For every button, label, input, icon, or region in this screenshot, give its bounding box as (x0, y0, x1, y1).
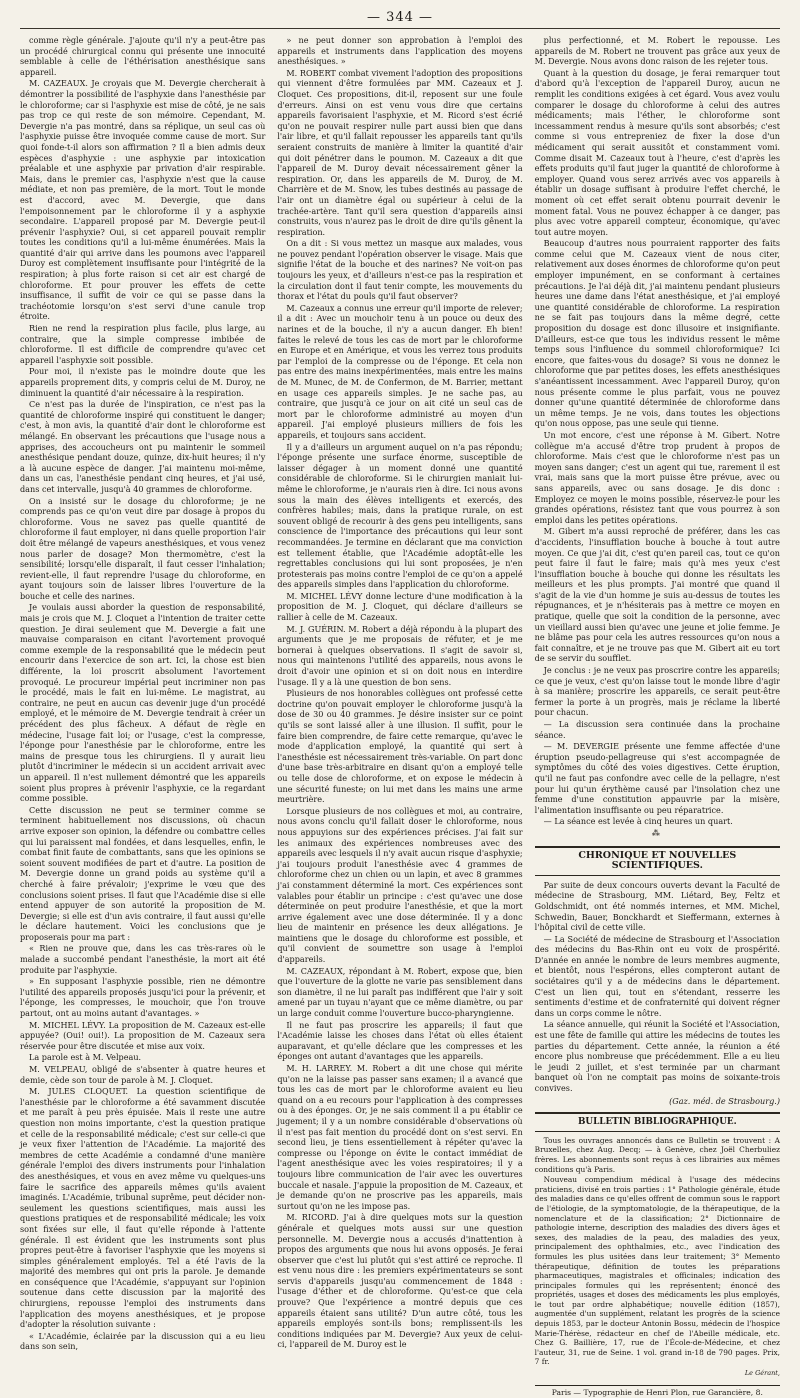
chronique-paragraph: La séance annuelle, qui réunit la Société et l'Association, est une fête de famille qui attire les médecins de toutes les parties du département. Cette année, la réunion a été encore plus nombreuse que précédemment. Elle a eu lieu le jeudi 2 juillet, et s'est terminée par un charmant banquet où l'on ne comptait pas moins de soixante-trois convives. (534, 1019, 780, 1093)
paragraph: — La séance est levée à cinq heures un quart. (543, 816, 733, 827)
chronique-paragraph: — La Société de médecine de Strasbourg et l'Association des médecins du Bas-Rhin ont eu voix de prospérité. D'année en année le nombre de leurs membres augmente, et bientôt, nous l'espérons, elles compteront autant de sociétaires qu'il y a de médecins dans le département. C'est un lien qui, tout en s'étendant, resserre les sentiments d'estime et de confraternité qui doivent régner dans un corps comme le nôtre. (534, 933, 780, 1018)
paragraph: Quant à la question du dosage, je ferai remarquer tout d'abord qu'à l'exception de l'appareil Duroy, aucun ne remplit les conditions exigées à cet égard. Vous avez voulu comparer le dosage du chloroforme à celui des autres médicaments; mais l'éther, le chloroforme sont incessamment rendus à mesure qu'ils sont absorbés; c'est comme si vous entrepreniez de fixer la dose d'un médicament qui serait aussitôt et constamment vomi. Comme disait M. Cazeaux tout à l'heure, c'est d'après les effets produits qu'il faut juger la quantité de chloroforme à employer. Quand vous serez arrivés avec vos appareils à établir un dosage suffisant à produire l'effet cherché, le moment où cet effet serait obtenu pourrait devenir le moment fatal. Vous ne pouvez échapper à ce danger, pas plus avec votre appareil compteur, économique, qu'avec tout autre moyen. (534, 67, 780, 237)
chronique-signature: (Gaz. méd. de Strasbourg.) (669, 1095, 780, 1106)
paragraph: La parole est à M. Velpeau. (29, 1052, 142, 1063)
paragraph: Ce n'est pas la durée de l'inspiration, ce n'est pas la quantité de chloroforme inspiré qui constituent le danger; c'est, à mon avis, la quantité d'air dont le chloroforme est mélangé. En observant les précautions que l'usage nous a apprises, des accoucheurs ont pu maintenir le sommeil anesthésique pendant douze, quinze, dix-huit heures; il n'y a là aucune espèce de danger. J'ai maintenu moi-même, dans un cas, l'anesthésie pendant cinq heures, et j'ai usé, dans cet intervalle, jusqu'à 40 grammes de chloroforme. (20, 399, 266, 494)
text-columns (20, 35, 780, 1397)
paragraph: Beaucoup d'autres nous pourraient rapporter des faits comme celui que M. Cazeaux vient de nous citer, relativement aux doses énormes de chloroforme qu'on peut employer impunément, en se conformant à certaines précautions. Je l'ai déjà dit, j'ai maintenu pendant plusieurs heures une dame dans l'état anesthésique, et j'ai employé une quantité considérable de chloroforme. La respiration ne se fait pas toujours dans la même degré, cette proposition du dosage est donc illusoire et insignifiante. D'ailleurs, est-ce que tous les individus ressent le même temps sous l'influence du sommeil chloroformique? Ici encore, que faites-vous du dosage? Si vous ne donnez le chloroforme que par petites doses, les effets anesthésiques s'anéantissent incessamment. Avec l'appareil Duroy, qu'on nous présente comme le plus parfait, vous ne pouvez donner qu'une quantité déterminée de chloroforme dans un même temps. Je ne vois, dans toutes les objections qu'on nous oppose, pas une seule qui tienne. (534, 238, 780, 429)
paragraph: M. JULES CLOQUET. La question scientifique de l'anesthésie par le chloroforme a été savamment discutée et me paraît à peu près épuisée. Mais il reste une autre question non moins importante, c'est la question pratique et celle de la responsabilité médicale; c'est sur celle-ci que je veux fixer l'attention de l'Académie. La majorité des membres de cette Académie a condamné d'une manière générale l'emploi des divers instruments pour l'inhalation des anesthésiques, et vous en avez même vu quelques-uns faire le sacrifice des appareils mêmes qu'ils avaient imaginés. L'Académie, tribunal suprême, peut décider non-seulement les questions scientifiques, mais aussi les questions pratiques et de responsabilité médicale; les voix sont fixées sur elle, il faut qu'elle réponde à l'attente générale. Il est évident que les instruments sont plus propres peut-être à favoriser l'asphyxie que les moyens si simples généralement employés. Tel a été l'avis de la majorité des membres qui ont pris la parole. Je demande en conséquence que l'Académie, s'appuyant sur l'opinion soutenue dans cette discussion par la majorité des chirurgiens, repousse l'emploi des instruments dans l'application des moyens anesthésiques, et je propose d'adopter la résolution suivante : (20, 1086, 266, 1330)
paragraph: Il y a d'ailleurs un argument auquel on n'a pas répondu; l'éponge présente une surface énorme, susceptible de laisser dégager à un moment donné une quantité considérable de chloroforme. Si le chirurgien maniait lui-même le chloroforme, je n'aurais rien à dire. Ici nous avons sous la main des élèves intelligents et exercés, des confrères habiles; mais, dans la pratique rurale, on est souvent obligé de recourir à des gens peu intelligents, sans conscience de l'importance des précautions qui leur sont recommandées. Je termine en déclarant que ma conviction est tellement établie, que l'Académie adoptât-elle les regrettables conclusions qui lui sont proposées, je n'en protesterais pas moins contre l'emploi de ce qu'on a appelé des appareils simples dans l'application du chloroforme. (277, 441, 523, 590)
paragraph: M. VELPEAU, obligé de s'absenter à quatre heures et demie, cède son tour de parole à M. J. Cloquet. (20, 1064, 266, 1085)
paragraph: Je conclus : je ne veux pas proscrire contre les appareils; ce que je veux, c'est qu'on laisse tout le monde libre d'agir à sa manière; proscrire les appareils, ce serait peut-être fermer la porte à un progrès, mais je réclame la liberté pour chacun. (534, 665, 780, 718)
header-rule (20, 28, 780, 29)
bulletin-paragraph: Tous les ouvrages annoncés dans ce Bulletin se trouvent : A Bruxelles, chez Aug. Decq; — à Genève, chez Joël Cherbuliez frères. Les abonnements sont reçus à ces librairies aux mêmes conditions qu'à Paris. (534, 1135, 780, 1174)
paragraph: On a insisté sur le dosage du chloroforme; je ne comprends pas ce qu'on veut dire par dosage à propos du chloroforme. Vous ne savez pas quelle quantité de chloroforme il faut employer, ni dans quelle proportion l'air doit être mélangé de vapeurs anesthésiques, et vous venez nous parler de dosage? Mon thermomètre, c'est la sensibilité; lorsqu'elle disparaît, il faut cesser l'inhalation; revient-elle, il faut reprendre l'usage du chloroforme, en ayant toujours soin de laisser libres l'ouverture de la bouche et celle des narines. (20, 495, 266, 601)
paragraph: M. J. GUÉRIN. M. Robert a déjà répondu à la plupart des arguments que je me proposais de réfuter, et je me bornerai à quelques observations. Il s'agit de savoir si, nous qui maintenons l'utilité des appareils, nous avons le droit d'avoir une opinion et si on doit nous en interdire l'usage. Il y a là une question de bon sens. (277, 623, 523, 687)
paragraph: comme règle générale. J'ajoute qu'il n'y a peut-être pas un procédé chirurgical connu qui présente une innocuité semblable à celle de l'éthérisation anesthésique sans appareil. (20, 35, 266, 77)
paragraph: M. CAZEAUX, répondant à M. Robert, expose que, bien que l'ouverture de la glotte ne varie pas sensiblement dans son diamètre, il ne lui paraît pas indifférent que l'air y soit amené par un tuyau n'ayant que ce même diamètre, ou par un large conduit comme l'ouverture bucco-pharyngienne. (277, 965, 523, 1019)
paragraph: M. MICHEL LÉVY donne lecture d'une modification à la proposition de M. J. Cloquet, qui déclare d'ailleurs se rallier à celle de M. Cazeaux. (277, 590, 523, 623)
column-3 (534, 35, 780, 1397)
column-1 (20, 35, 266, 1352)
printer-imprint: Paris — Typographie de Henri Plon, rue Garancière, 8. (551, 1387, 763, 1397)
paragraph: plus perfectionné, et M. Robert le repousse. Les appareils de M. Robert ne trouvent pas grâce aux yeux de M. Devergie. Nous avons donc raison de les rejeter tous. (534, 35, 780, 67)
column-2 (277, 35, 523, 1350)
paragraph: Lorsque plusieurs de nos collègues et moi, au contraire, nous avons conclu qu'il fallait doser le chloroforme, nous nous appuyions sur des expériences précises. J'ai fait sur les animaux des expériences nombreuses avec des appareils avec lesquels il n'y avait aucun risque d'asphyxie; j'ai toujours produit l'anesthésie avec 4 grammes de chloroforme chez un chien ou un lapin, et avec 8 grammes j'ai constamment déterminé la mort. Ces expériences sont valables pour établir un principe : c'est qu'avec une dose déterminée on peut produire l'anesthésie, et que la mort arrive également avec une dose déterminée. Il y a donc lieu de maintenir en présence les deux allégations. Je maintiens que le dosage du chloroforme est possible, et qu'il convient de soumettre son usage à l'emploi d'appareils. (277, 805, 523, 965)
bulletin-title: BULLETIN BIBLIOGRAPHIQUE. (535, 1112, 780, 1132)
chronique-title: CHRONIQUE ET NOUVELLES SCIENTIFIQUES. (535, 846, 780, 876)
paragraph: Un mot encore, c'est une réponse à M. Gibert. Notre collègue m'a accusé d'être trop prudent à propos de chloroforme. Mais c'est que le chloroforme n'est pas un moyen sans danger; c'est un agent qui tue, rarement il est vrai, mais sans que la mort puisse être prévue, avec ou sans appareils, avec ou sans dosage. Je dis donc : Employez ce moyen le moins possible, réservez-le pour les grandes opérations, résistez tant que vous pourrez à son emploi dans les petites opérations. (534, 429, 780, 525)
paragraph: Rien ne rend la respiration plus facile, plus large, au contraire, que la simple compresse imbibée de chloroforme. Il est difficile de comprendre qu'avec cet appareil l'asphyxie soit possible. (20, 323, 266, 365)
paragraph: Cette discussion ne peut se terminer comme se terminent habituellement nos discussions, où chacun arrive exposer son opinion, la défendre ou combattre celles qui lui paraissent mal fondées, et dans lesquelles, enfin, le combat finit faute de combattants, sans que les opinions se soient souvent modifiées de part et d'autre. La position de M. Devergie donne un grand poids au système qu'il a cherché à faire prévaloir; j'exprime le vœu que des conclusions soient prises. Il faut que l'Académie dise si elle entend appuyer de son autorité la proposition de M. Devergie; si elle est d'un avis contraire, il faut aussi qu'elle le déclare hautement. Voici les conclusions que je proposerais pour ma part : (20, 804, 266, 942)
column-3-body (535, 35, 780, 827)
chronique-body (535, 880, 780, 1094)
paragraph: Je voulais aussi aborder la question de responsabilité, mais je crois que M. J. Cloquet a l'intention de traiter cette question. Je dirai seulement que M. Devergie a fait une mauvaise comparaison en citant l'avortement provoqué comme exemple de la responsabilité que le médecin peut encourir dans l'exercice de son art. Ici, la chose est bien différente, la loi proscrit absolument l'avortement provoqué. Le procureur impérial peut incriminer non pas le procédé, mais le fait en lui-même. Le magistrat, au contraire, ne peut en aucun cas devenir juge d'un procédé employé, et le mémoire de M. Devergie tendrait à créer un précédent des plus fâcheux. A défaut de règle en médecine, l'usage fait loi; or l'usage, c'est la compresse, l'éponge pour l'anesthésie par le chloroforme, entre les mains de presque tous les chirurgiens. Il y aurait lieu plutôt d'incriminer le médecin si un accident arrivait avec un appareil. Il n'est nullement démontré que les appareils soient plus propres à prévenir l'asphyxie, ce la regardant comme possible. (20, 602, 266, 804)
paragraph: — La discussion sera continuée dans la prochaine séance. (534, 719, 780, 740)
paragraph: « Rien ne prouve que, dans les cas très-rares où le malade a succombé pendant l'anesthésie, la mort ait été produite par l'asphyxie. (20, 943, 266, 975)
paragraph: M. H. LARREY. M. Robert a dit une chose qui mérite qu'on ne la laisse pas passer sans examen; il a avancé que tous les cas de mort par le chloroforme avaient eu lieu quand on a eu recours pour l'application à des compresses ou à des éponges. Or, je ne sais comment il a pu établir ce jugement; il y a un nombre considérable d'observations où il n'est pas fait mention du procédé dont on s'est servi. En second lieu, je tiens essentiellement à répéter qu'avec la compresse ou l'éponge on évite le contact immédiat de l'agent anesthésique avec les voies respiratoires; il y a toujours libre communication de l'air avec les ouvertures buccale et nasale. J'appuie la proposition de M. Cazeaux, et je demande qu'on ne proscrive pas les appareils, mais surtout qu'on ne les impose pas. (277, 1063, 523, 1211)
bulletin-body (535, 1136, 780, 1367)
footer-rule (535, 1385, 780, 1386)
paragraph: M. ROBERT combat vivement l'adoption des propositions qui viennent d'être formulées par MM. Cazeaux et J. Cloquet. Ces propositions, dit-il, reposent sur une foule d'erreurs. Ainsi on est venu vous dire que certains appareils favorisaient l'asphyxie, et M. Ricord s'est écrié qu'on ne pouvait respirer nulle part aussi bien que dans l'air libre, et qu'il fallait repousser les appareils tant qu'ils seraient construits de manière à limiter la quantité d'air qui doit pénétrer dans le poumon. M. Cazeaux a dit que l'appareil de M. Duroy devait nécessairement gêner la respiration. Or, dans les appareils de M. Duroy, de M. Charrière et de M. Snow, les tubes destinés au passage de l'air ont un diamètre égal ou supérieur à celui de la trachée-artère. Tant qu'il sera question d'appareils ainsi construits, vous n'aurez pas le droit de dire qu'ils gênent la respiration. (277, 67, 523, 237)
paragraph: M. RICORD. J'ai à dire quelques mots sur la question générale et quelques mots aussi sur une question personnelle. M. Devergie nous a accusés d'inattention à propos des arguments que nous lui avons opposés. Je ferai observer que c'est lui plutôt qui s'est attiré ce reproche. Il est venu nous dire : les premiers expérimentateurs se sont servis d'appareils jusqu'au commencement de 1848 : l'usage d'éther et de chloroforme. Qu'est-ce que cela prouve? Que l'expérience a montré depuis que ces appareils étaient sans utilité? D'un autre côté, tous les appareils employés sont-ils bons; remplissent-ils les conditions indiquées par M. Devergie? Aux yeux de celui-ci, l'appareil de M. Duroy est le (277, 1212, 523, 1350)
page-number: — 344 — (366, 10, 434, 25)
separator-ornament: ⁂ (651, 828, 663, 838)
paragraph: » ne peut donner son approbation à l'emploi des appareils et instruments dans l'application des moyens anesthésiques. » (277, 35, 523, 67)
paragraph: M. CAZEAUX. Je croyais que M. Devergie chercherait à démontrer la possibilité de l'asphyxie dans l'anesthésie par le chloroforme; car si l'asphyxie est mise de côté, je ne sais pas trop ce qui reste de son mémoire. Cependant, M. Devergie n'a pas montré, dans sa réplique, un seul cas où l'asphyxie puisse être invoquée comme cause de mort. Sur quoi fonde-t-il alors son affirmation ? Il a bien admis deux espèces d'asphyxie : une asphyxie par intoxication préalable et une asphyxie par privation d'air respirable. Mais, dans le premier cas, l'asphyxie n'est que la cause médiate, et non pas première, de la mort. Tout le monde est d'accord, avec M. Devergie, que dans l'empoisonnement par le chloroforme il y a asphyxie secondaire. L'appareil proposé par M. Devergie peut-il prévenir l'asphyxie? Oui, si cet appareil pouvait remplir toutes les conditions qu'il a lui-même énumérées. Mais la quantité d'air qui arrive dans les poumons avec l'appareil Duroy est complètement insuffisante pour l'intégrité de la respiration; à plus forte raison si cet air est chargé de chloroforme. Et pour prouver les effets de cette insuffisance, il suffit de voir ce qui se passe dans la trachéotomie lorsqu'on s'est servi d'une canule trop étroite. (20, 78, 266, 322)
gerant-label: Le Gérant, (744, 1369, 780, 1378)
paragraph: M. Cazeaux a connus une erreur qu'il importe de relever; il a dit : Avec un mouchoir tenu à un pouce ou deux des narines et de la bouche, il n'y a aucun danger. Eh bien! faites le relevé de tous les cas de mort par le chloroforme en Europe et en Amérique, et vous les verrez tous produits par l'emploi de la compresse ou de l'éponge. Et cela non pas entre des mains inexpérimentées, mais entre les mains de M. Munec, de M. de Confermon, de M. Barrier, mettant en usage ces appareils simples. Je ne sache pas, au contraire, que jusqu'à ce jour on ait cité un seul cas de mort par le chloroforme administré au moyen d'un appareil. J'ai employé plusieurs milliers de fois les appareils, et toujours sans accident. (277, 302, 523, 440)
paragraph: M. MICHEL LÉVY. La proposition de M. Cazeaux est-elle appuyée? (Oui! oui!). La proposition de M. Cazeaux sera réservée pour être discutée et mise aux voix. (20, 1019, 266, 1051)
paragraph: M. Gibert m'a aussi reproché de préférer, dans les cas d'accidents, l'insufflation bouche à bouche à tout autre moyen. Ce que j'ai dit, c'est qu'en pareil cas, tout ce qu'on peut faire il faut le faire; mais qu'à mes yeux c'est l'insufflation bouche à bouche qui donne les résultats les meilleurs et les plus prompts. J'ai montré que quand il s'agit de la vie d'un homme je suis au-dessus de toutes les répugnances, et je n'hésiterais pas à mettre ce moyen en pratique, quelle que soit la condition de la personne, avec un vieillard aussi bien qu'avec une jeune et jolie femme. Je ne blâme pas pour cela les autres ressources qu'on nous a fait connaître, et je ne trouve pas que M. Gibert ait eu tort de se servir du soufflet. (534, 526, 780, 664)
paragraph: Pour moi, il n'existe pas le moindre doute que les appareils proprement dits, y compris celui de M. Duroy, ne diminuent la quantité d'air nécessaire à la respiration. (20, 366, 266, 398)
paragraph: « L'Académie, éclairée par la discussion qui a eu lieu dans son sein, (20, 1330, 266, 1352)
paragraph: Plusieurs de nos honorables collègues ont professé cette doctrine qu'on pouvait employer le chloroforme jusqu'à la dose de 30 ou 40 grammes. Je désire insister sur ce point qu'ils se sont laissé aller à une illusion. Il suffit, pour le faire bien comprendre, de faire cette remarque, qu'avec le mode d'application employé, la quantité qui sert à l'anesthésie est nécessairement très-variable. On part donc d'une base très-arbitraire en disant qu'on a employé telle ou telle dose de chloroforme, et on expose le médecin à une sécurité funeste; on lui met dans les mains une arme meurtrière. (277, 688, 523, 805)
chronique-paragraph: Par suite de deux concours ouverts devant la Faculté de médecine de Strasbourg, MM. Liétard, Bey, Feltz et Goldschmidt, ont été nommés internes, et MM. Michel, Schwedin, Bauer, Bonckhardt et Sieffermann, externes à l'hôpital civil de cette ville. (534, 879, 780, 933)
bulletin-paragraph: Nouveau compendium médical à l'usage des médecins praticiens, divisé en trois parties : 1° Pathologie générale, étude des maladies dans ce qu'elles offrent de commun sous le rapport de l'étiologie, de la symptomatologie, de la thérapeutique, de la nomenclature et de la classification; 2° Dictionnaire de pathologie interne, description des maladies des divers âges et sexes, des maladies de la peau, des maladies des yeux, principalement des ophthalmies, etc., avec l'indication des formules les plus usitées dans leur traitement; 3° Memento thérapeutique, définition de toutes les préparations pharmaceutiques, magistrales et officinales; indication des principales formules qui les représentent; énoncé des propriétés, usages et doses des médicaments les plus employés, le tout par ordre alphabétique; nouvelle édition (1857), augmentée d'un supplément, relatant les progrès de la science depuis 1853, par le docteur Antonin Bossu, médecin de l'hospice Marie-Thérèse, rédacteur en chef de l'Abeille médicale, etc. Chez G. Baillière, 17, rue de l'École-de-Médecine, et chez l'auteur, 31, rue de Seine. 1 vol. grand in-18 de 790 pages. Prix, 7 fr. (534, 1175, 780, 1367)
paragraph: On a dit : Si vous mettez un masque aux malades, vous ne pouvez pendant l'opération observer le visage. Mais que signifie l'état de la bouche et des narines? Ne voit-on pas toujours les yeux, et d'ailleurs n'est-ce pas la respiration et la circulation dont il faut tenir compte, les mouvements du thorax et l'état du pouls qu'il faut observer? (277, 238, 523, 302)
paragraph: — M. DEVERGIE présente une femme affectée d'une éruption pseudo-pellagreuse qui s'est accompagnée de symptômes du côté des voies digestives. Cette éruption, qu'il ne faut pas confondre avec celle de la pellagre, n'est pour lui qu'un érythème causé par l'insolation chez une femme d'une constitution appauvrie par la misère, l'alimentation insuffisante ou peu réparatrice. (534, 741, 780, 815)
paragraph: » En supposant l'asphyxie possible, rien ne démontre l'utilité des appareils proposés jusqu'ici pour la prévenir, et l'éponge, les compresses, le mouchoir, que l'on trouve partout, ont au moins autant d'avantages. » (20, 976, 266, 1019)
paragraph: Il ne faut pas proscrire les appareils; il faut que l'Académie laisse les choses dans l'état où elles étaient auparavant, et qu'elle déclare que les compresses et les éponges ont autant d'avantages que les appareils. (277, 1019, 523, 1062)
